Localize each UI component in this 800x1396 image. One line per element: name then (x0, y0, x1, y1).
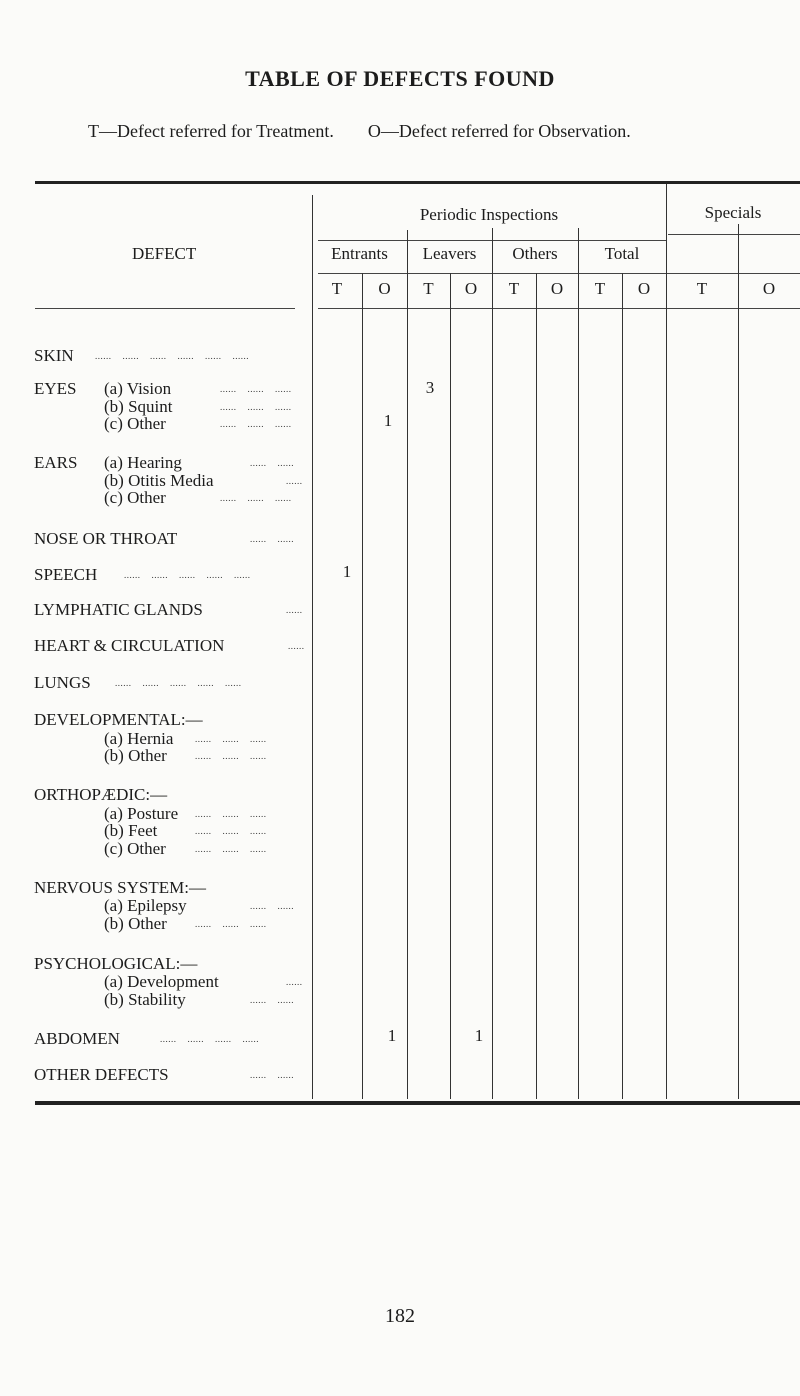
row-eyes-vision: (a) Vision (104, 379, 172, 398)
code-leavers-t: T (423, 279, 434, 298)
code-leavers-o: O (464, 279, 478, 298)
subgroup-total: Total (604, 244, 640, 263)
row-eyes: EYES (34, 379, 77, 398)
row-developmental-hernia: (a) Hernia (104, 729, 174, 748)
code-bottom-line (318, 308, 800, 309)
row-nose-throat: NOSE OR THROAT (34, 529, 178, 548)
code-entrants-t: T (331, 279, 343, 298)
leader-dots: ...... ...... ...... (195, 751, 267, 761)
col-divider-others-total (578, 228, 579, 1099)
row-nervous-epilepsy: (a) Epilepsy (104, 896, 187, 915)
col-divider-specials-to (738, 224, 739, 1099)
code-top-line (318, 273, 800, 274)
legend (88, 121, 631, 142)
row-nervous-other: (b) Other (104, 914, 167, 933)
row-eyes-other: (c) Other (104, 414, 166, 433)
table-top-rule (35, 181, 800, 184)
code-entrants-o: O (378, 279, 391, 298)
cell-abdomen-entrants-o: 1 (387, 1026, 397, 1045)
row-nervous-system: NERVOUS SYSTEM:— (34, 878, 206, 897)
leader-dots: ...... ...... ...... ...... ...... ...... (95, 351, 249, 361)
row-ears-other: (c) Other (104, 488, 166, 507)
leader-dots: ...... ...... ...... (220, 402, 292, 412)
row-skin: SKIN (34, 346, 74, 365)
col-divider-leavers-to (450, 273, 451, 1099)
leader-dots: ...... (288, 641, 305, 651)
row-orthopaedic-posture: (a) Posture (104, 804, 179, 823)
row-other-defects: OTHER DEFECTS (34, 1065, 169, 1084)
col-divider-total-to (622, 273, 623, 1099)
leader-dots: ...... ...... (250, 458, 294, 468)
leader-dots: ...... (286, 605, 303, 615)
row-orthopaedic: ORTHOPÆDIC:— (34, 785, 168, 804)
row-lymphatic-glands: LYMPHATIC GLANDS (34, 600, 203, 619)
leader-dots: ...... ...... ...... (220, 384, 292, 394)
specials-sub-line (668, 234, 800, 235)
leader-dots: ...... ...... ...... ...... ...... (124, 570, 251, 580)
row-psychological: PSYCHOLOGICAL:— (34, 954, 198, 973)
table-bottom-rule (35, 1101, 800, 1105)
col-divider-leavers-others (492, 228, 493, 1099)
row-ears-otitis-media: (b) Otitis Media (104, 471, 214, 490)
leader-dots: ...... ...... (250, 901, 294, 911)
cell-abdomen-leavers-o: 1 (474, 1026, 484, 1045)
row-developmental-other: (b) Other (104, 746, 167, 765)
leader-dots: ...... ...... (250, 534, 294, 544)
cell-speech-entrants-t: 1 (342, 562, 352, 581)
col-divider-total-specials (666, 184, 667, 1099)
row-heart-circulation: HEART & CIRCULATION (34, 636, 225, 655)
leader-dots: ...... ...... ...... (195, 919, 267, 929)
subgroup-others: Others (512, 244, 558, 263)
col-divider-entrants-to (362, 273, 363, 1099)
subgroup-leavers: Leavers (422, 244, 477, 263)
table-left-border (312, 195, 313, 1099)
leader-dots: ...... (286, 977, 303, 987)
leader-dots: ...... ...... ...... (195, 734, 267, 744)
row-speech: SPEECH (34, 565, 98, 584)
page-title: TABLE OF DEFECTS FOUND (245, 66, 555, 91)
row-abdomen: ABDOMEN (34, 1029, 120, 1048)
periodic-inspections-header: Periodic Inspections (419, 205, 559, 224)
cell-eyes-vision-leavers-t: 3 (425, 378, 435, 397)
code-total-t: T (594, 279, 606, 298)
specials-header: Specials (704, 203, 762, 222)
row-psychological-stability: (b) Stability (104, 990, 186, 1009)
code-others-t: T (508, 279, 520, 298)
leader-dots: ...... ...... ...... ...... (160, 1034, 259, 1044)
leader-dots: ...... ...... ...... (195, 826, 267, 836)
defect-header-divider (35, 308, 295, 309)
legend-observation: O—Defect referred for Observation. (367, 121, 631, 141)
row-eyes-squint: (b) Squint (104, 397, 173, 416)
legend-treatment: T—Defect referred for Treatment. (88, 121, 334, 141)
leader-dots: ...... ...... ...... (195, 809, 267, 819)
row-developmental: DEVELOPMENTAL:— (34, 710, 203, 729)
col-divider-others-to (536, 273, 537, 1099)
leader-dots: ...... ...... ...... (220, 419, 292, 429)
leader-dots: ...... (286, 476, 303, 486)
leader-dots: ...... ...... (250, 1070, 294, 1080)
col-divider-entrants-leavers (407, 230, 408, 1099)
code-others-o: O (550, 279, 564, 298)
leader-dots: ...... ...... ...... (220, 493, 292, 503)
cell-eyes-other-entrants-o: 1 (383, 411, 393, 430)
leader-dots: ...... ...... (250, 995, 294, 1005)
code-specials-t: T (696, 279, 708, 298)
row-psychological-development: (a) Development (104, 972, 219, 991)
row-lungs: LUNGS (34, 673, 91, 692)
row-orthopaedic-feet: (b) Feet (104, 821, 158, 840)
row-ears: EARS (34, 453, 78, 472)
leader-dots: ...... ...... ...... ...... ...... (115, 678, 242, 688)
subgroup-entrants: Entrants (331, 244, 388, 263)
code-specials-o: O (762, 279, 776, 298)
code-total-o: O (637, 279, 651, 298)
row-orthopaedic-other: (c) Other (104, 839, 166, 858)
defect-column-header: DEFECT (132, 244, 197, 263)
row-ears-hearing: (a) Hearing (104, 453, 182, 472)
leader-dots: ...... ...... ...... (195, 844, 267, 854)
page-number: 182 (385, 1305, 415, 1327)
